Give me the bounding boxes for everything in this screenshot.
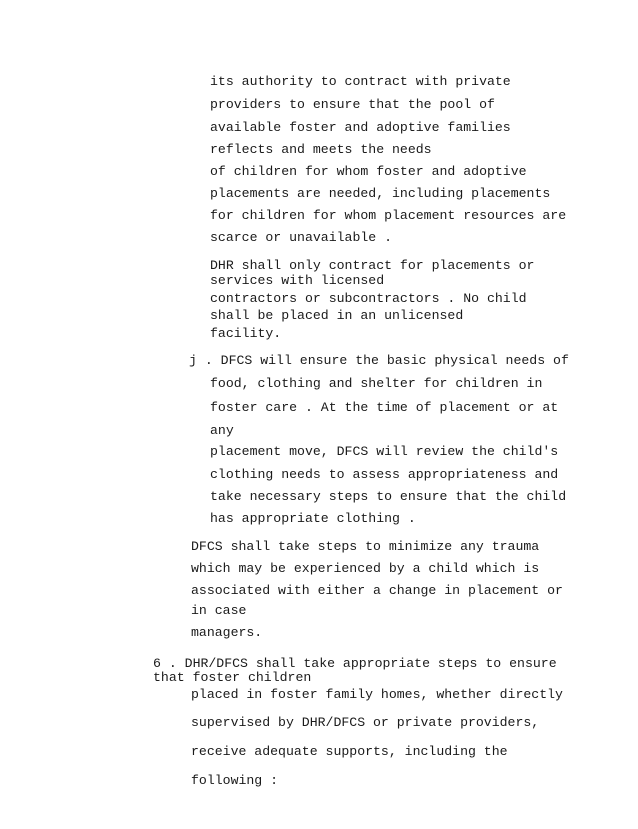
text-line: take necessary steps to ensure that the child <box>210 489 567 504</box>
text-line: supervised by DHR/DFCS or private providers, <box>191 715 540 730</box>
text-line: of children for whom foster and adoptive <box>210 164 527 179</box>
text-line: providers to ensure that the pool of <box>210 97 495 112</box>
text-line: food, clothing and shelter for children in <box>210 376 543 391</box>
text-line: associated with either a change in placement or <box>191 583 563 598</box>
text-line: following : <box>191 773 279 788</box>
text-line: clothing needs to assess appropriateness and <box>210 467 559 482</box>
list-item-marker-j: j . DFCS will ensure the basic physical needs of <box>189 353 569 368</box>
text-line: foster care . At the time of placement or at <box>210 400 559 415</box>
text-line: for children for whom placement resources are <box>210 208 567 223</box>
text-line: DFCS shall take steps to minimize any trauma <box>191 539 540 554</box>
text-line: placements are needed, including placements <box>210 186 551 201</box>
list-item-marker-6: 6 . DHR/DFCS shall take appropriate steps to ensure <box>153 656 557 671</box>
text-line: shall be placed in an unlicensed <box>210 308 464 323</box>
text-line: managers. <box>191 625 263 640</box>
text-line: facility. <box>210 326 282 341</box>
text-line: contractors or subcontractors . No child <box>210 291 527 306</box>
text-line: available foster and adoptive families <box>210 120 511 135</box>
text-line: DHR shall only contract for placements or <box>210 258 535 273</box>
text-line: has appropriate clothing . <box>210 511 416 526</box>
text-line: reflects and meets the needs <box>210 142 432 157</box>
text-line: which may be experienced by a child which is <box>191 561 540 576</box>
text-line: in case <box>191 603 247 618</box>
text-line: its authority to contract with private <box>210 74 511 89</box>
text-line: services with licensed <box>210 273 385 288</box>
text-line: scarce or unavailable . <box>210 230 393 245</box>
text-line: receive adequate supports, including the <box>191 744 508 759</box>
text-line: any <box>210 423 234 438</box>
text-line: placement move, DFCS will review the child's <box>210 444 559 459</box>
text-line: that foster children <box>153 670 312 685</box>
text-line: placed in foster family homes, whether directly <box>191 687 563 702</box>
